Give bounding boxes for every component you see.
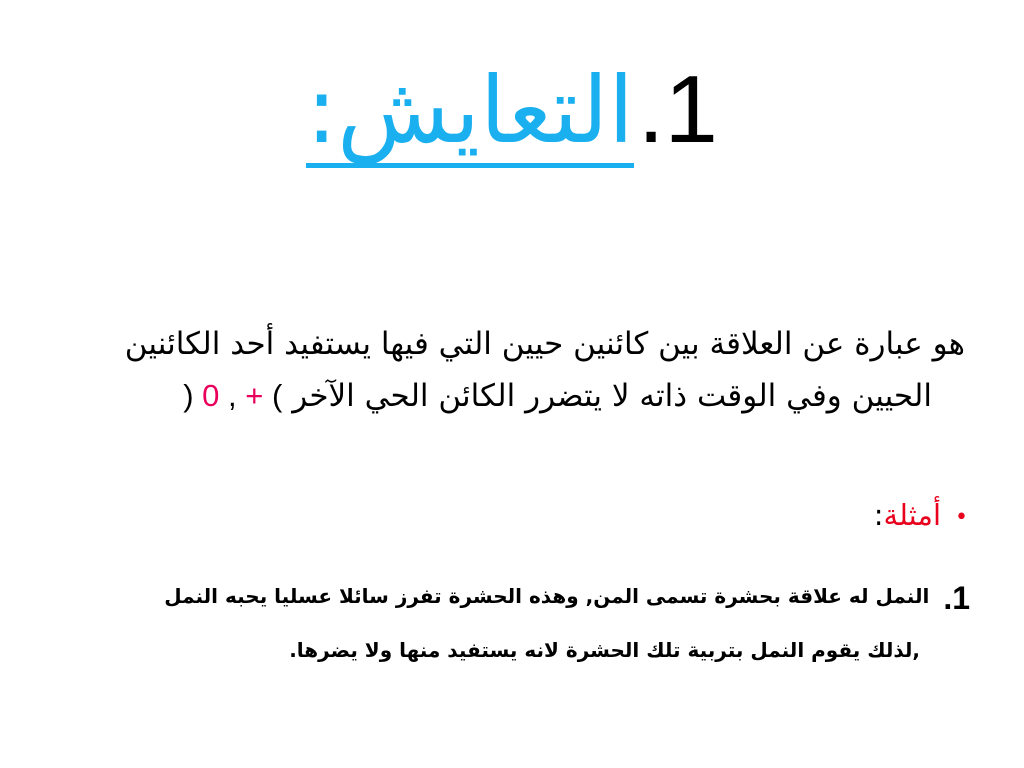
- notation-comma: ,: [228, 378, 237, 413]
- bullet-icon: •: [955, 504, 968, 530]
- example-line-1: [50, 570, 970, 624]
- example-item: [50, 570, 970, 676]
- notation-plus: +: [245, 378, 264, 413]
- notation-zero: 0: [202, 378, 220, 413]
- relation-notation: [183, 378, 282, 413]
- examples-label: أمثلة: [883, 498, 942, 532]
- example-number: 1.: [943, 579, 970, 616]
- example-line-2: ,لذلك يقوم النمل بتربية تلك الحشرة لانه يستفيد منها ولا يضرها.: [289, 637, 920, 662]
- definition-line-2-text: الحيين وفي الوقت ذاته لا يتضرر الكائن الحي الآخر: [292, 378, 932, 414]
- examples-colon: :: [873, 498, 884, 532]
- slide-title: [0, 56, 1024, 168]
- title-word: التعايش:: [306, 65, 634, 168]
- example-line-1-text: النمل له علاقة بحشرة تسمى المن, وهذه الحشرة تفرز سائلا عسليا يحبه النمل: [164, 584, 930, 608]
- definition-line-1: هو عبارة عن العلاقة بين كائنين حيين التي فيها يستفيد أحد الكائنين: [124, 326, 965, 362]
- title-number: 1.: [637, 56, 718, 163]
- definition-line-2: [20, 370, 965, 422]
- notation-open-paren: (: [272, 378, 283, 413]
- definition-paragraph: [20, 318, 965, 422]
- examples-heading: [874, 498, 968, 532]
- notation-close-paren: ): [183, 378, 194, 413]
